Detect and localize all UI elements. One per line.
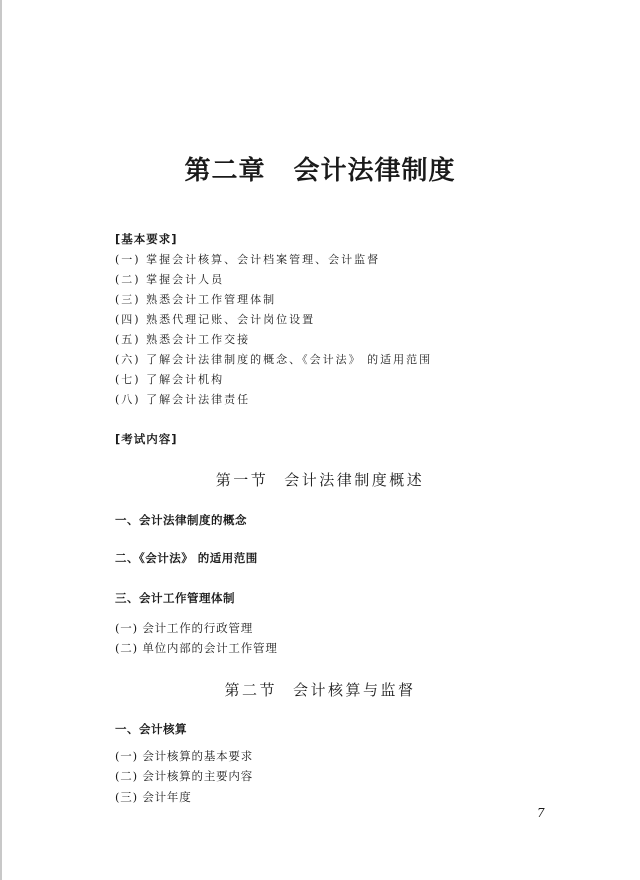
sub-item: (二) 会计核算的主要内容 [115,769,254,783]
sub-item: (一) 会计核算的基本要求 [115,749,254,763]
requirement-item: (三) 熟悉会计工作管理体制 [115,293,277,306]
section-heading: 三、会计工作管理体制 [115,591,235,605]
sub-item: (三) 会计年度 [115,790,192,804]
section-heading: 一、会计核算 [115,722,187,736]
requirement-item: (一) 掌握会计核算、会计档案管理、会计监督 [115,253,381,266]
section-number: 第一节 [215,471,269,489]
chapter-number: 第二章 [184,156,266,186]
page-number: 7 [537,806,545,820]
requirement-item: (六) 了解会计法律制度的概念、《会计法》 的适用范围 [115,353,433,366]
requirement-item: (五) 熟悉会计工作交接 [115,333,251,346]
requirement-item: (七) 了解会计机构 [115,373,225,386]
section-name: 会计核算与监督 [293,681,416,699]
exam-content-label: [考试内容] [115,432,178,446]
requirement-item: (八) 了解会计法律责任 [115,393,251,406]
page-edge [0,0,2,880]
requirement-item: (二) 掌握会计人员 [115,273,225,286]
sub-item: (二) 单位内部的会计工作管理 [115,641,278,655]
sub-item: (一) 会计工作的行政管理 [115,621,254,635]
chapter-name: 会计法律制度 [293,156,456,186]
section-2-title [0,679,640,700]
requirement-item: (四) 熟悉代理记账、会计岗位设置 [115,313,316,326]
section-name: 会计法律制度概述 [284,471,425,489]
basic-requirements-label: [基本要求] [115,232,178,246]
chapter-title [0,150,640,187]
section-number: 第二节 [224,681,277,699]
section-heading: 一、会计法律制度的概念 [115,513,247,527]
section-1-title [0,469,640,490]
section-heading: 二、《会计法》 的适用范围 [115,551,258,565]
